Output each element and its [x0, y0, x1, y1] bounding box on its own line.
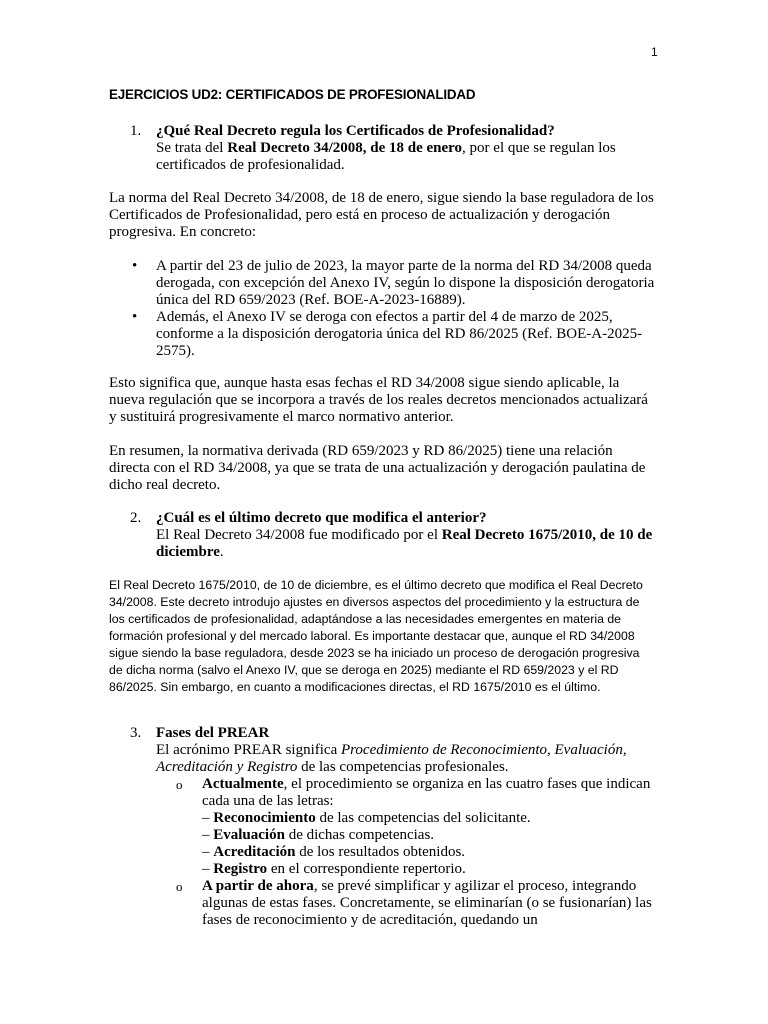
- phase-item: [202, 827, 656, 844]
- paragraph: Esto significa que, aunque hasta esas fechas el RD 34/2008 sigue siendo aplicable, la nueva regulación que se incorpora a través de los reales decretos mencionados actualizará y sustituirá progresivamente el marco normativo anterior.: [109, 375, 648, 425]
- question-intro: [156, 742, 655, 776]
- question-3: [130, 725, 655, 776]
- phase-text: de los resultados obtenidos.: [295, 844, 466, 860]
- question-title: Fases del PREAR: [156, 725, 270, 741]
- circle-bullet-marker: o: [176, 777, 183, 792]
- sub-item-future: [176, 878, 656, 929]
- bullet-text: Además, el Anexo IV se deroga con efectos a partir del 4 de marzo de 2025, conforme a la disposición derogatoria única del RD 86/2025 (Ref. BOE-A-2025-2575).: [156, 309, 643, 359]
- answer-text: .: [219, 544, 224, 560]
- sub-item-body: , se prevé simplificar y agilizar el proceso, integrando algunas de estas fases. Concretamente, se eliminarían (o se fusionarían) las fases de reconocimiento y de acreditación, quedando un: [202, 878, 652, 928]
- question-title: ¿Qué Real Decreto regula los Certificados de Profesionalidad?: [156, 123, 555, 139]
- phase-item: [202, 861, 656, 878]
- question-number: 2.: [130, 510, 142, 526]
- answer-highlight: Real Decreto 34/2008, de 18 de enero: [227, 140, 463, 156]
- document-title: EJERCICIOS UD2: CERTIFICADOS DE PROFESIONALIDAD: [109, 87, 476, 102]
- dash: –: [202, 861, 214, 877]
- sub-item-body: , el procedimiento se organiza en las cuatro fases que indican cada una de las letras:: [202, 776, 651, 809]
- question-2: [130, 510, 655, 561]
- sub-item-bold: A partir de ahora: [202, 878, 314, 894]
- phase-text: de las competencias del solicitante.: [315, 810, 531, 826]
- answer-text: Se trata del: [156, 140, 228, 156]
- question-answer: [156, 140, 655, 174]
- phase-name: Reconocimiento: [213, 810, 316, 826]
- sub-item-bold: Actualmente: [202, 776, 284, 792]
- bullet-text: A partir del 23 de julio de 2023, la mayor parte de la norma del RD 34/2008 queda derogada, con excepción del Anexo IV, según lo dispone la disposición derogatoria única del RD 659/2023 (Ref. BOE-A-2023-16889).: [156, 258, 655, 308]
- paragraph: En resumen, la normativa derivada (RD 659/2023 y RD 86/2025) tiene una relación directa con el RD 34/2008, ya que se trata de una actualización y derogación paulatina de dicho real decreto.: [109, 443, 646, 493]
- bullet-marker: •: [132, 258, 138, 274]
- answer-text: , por el que se regulan los certificados de profesionalidad.: [156, 140, 616, 173]
- dash: –: [202, 827, 214, 843]
- question-number: 3.: [130, 725, 142, 741]
- sub-item-text: [202, 878, 656, 929]
- bullet-list: [130, 258, 660, 360]
- sub-item-text: [202, 776, 656, 810]
- bullet-marker: •: [132, 309, 138, 325]
- paragraph: El Real Decreto 1675/2010, de 10 de diciembre, es el último decreto que modifica el Real Decreto 34/2008. Este decreto introdujo ajustes en diversos aspectos del procedimiento y la estructura de los certificados de profesionalidad, adaptándose a las necesidades emergentes en materia de formación profesional y del mercado laboral. Es importante destacar que, aunque el RD 34/2008 sigue siendo la base reguladora, desde 2023 se ha iniciado un proceso de derogación progresiva de dicha norma (salvo el Anexo IV, que se deroga en 2025) mediante el RD 659/2023 y el RD 86/2025. Sin embargo, en cuanto a modificaciones directas, el RD 1675/2010 es el último.: [109, 578, 643, 694]
- phase-name: Evaluación: [213, 827, 285, 843]
- sub-item-current: [176, 776, 656, 878]
- intro-text: El acrónimo PREAR significa: [156, 742, 341, 758]
- dash: –: [202, 844, 214, 860]
- phase-item: [202, 844, 656, 861]
- phase-item: [202, 810, 656, 827]
- bullet-item: [130, 258, 660, 309]
- phase-text: de dichas competencias.: [284, 827, 435, 843]
- phase-text: en el correspondiente repertorio.: [267, 861, 466, 877]
- dash: –: [202, 810, 214, 826]
- phase-name: Registro: [213, 861, 268, 877]
- question-number: 1.: [130, 123, 142, 139]
- intro-italic: Procedimiento de Reconocimiento, Evaluación, Acreditación y Registro: [156, 742, 627, 775]
- phase-name: Acreditación: [213, 844, 296, 860]
- question-answer: [156, 527, 655, 561]
- answer-highlight: Real Decreto 1675/2010, de 10 de diciembre: [156, 527, 653, 560]
- page-number: 1: [651, 45, 658, 59]
- circle-bullet-marker: o: [176, 879, 183, 894]
- bullet-item: [130, 309, 660, 360]
- paragraph: La norma del Real Decreto 34/2008, de 18 de enero, sigue siendo la base reguladora de los Certificados de Profesionalidad, pero está en proceso de actualización y derogación progresiva. En concreto:: [109, 190, 654, 240]
- intro-text: de las competencias profesionales.: [297, 759, 509, 775]
- question-title: ¿Cuál es el último decreto que modifica el anterior?: [156, 510, 487, 526]
- answer-text: El Real Decreto 34/2008 fue modificado por el: [156, 527, 442, 543]
- question-1: [130, 123, 655, 174]
